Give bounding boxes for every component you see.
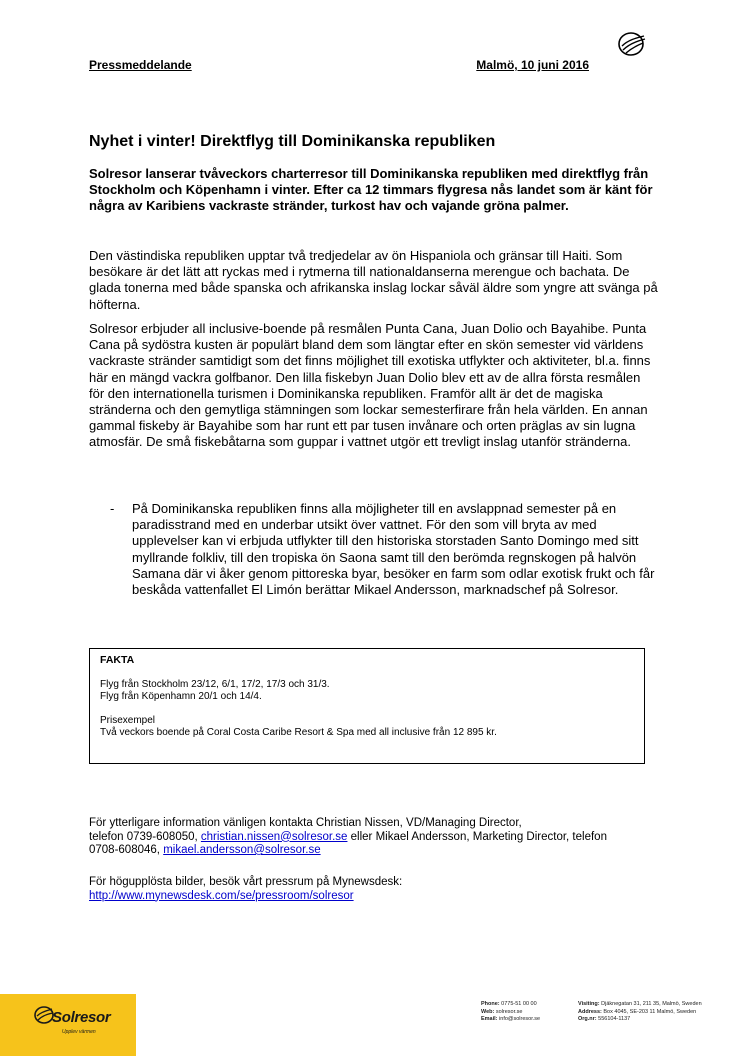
contact-info bbox=[89, 817, 669, 858]
bullet-marker: - bbox=[110, 501, 115, 516]
contact-phone-2: 0708-608046, bbox=[89, 844, 164, 856]
email-link-christian[interactable]: christian.nissen@solresor.se bbox=[200, 830, 348, 843]
footer-phone: Phone: 0775-51 00 00 bbox=[481, 1001, 537, 1007]
footer-web: Web: solresor.se bbox=[481, 1008, 523, 1015]
footer-logo bbox=[0, 994, 136, 1056]
footer-address: Address: Box 4045, SE-203 11 Malmö, Sweden bbox=[578, 1008, 697, 1015]
footer-orgnr: Org.nr: 556104-1137 bbox=[578, 1016, 631, 1022]
page-title: Nyhet i vinter! Direktflyg till Dominikanska republiken bbox=[89, 133, 496, 150]
footer-address-column bbox=[578, 1001, 702, 1024]
lead-paragraph: Solresor lanserar tvåveckors charterresor till Dominikanska republiken med direktflyg från Stockholm och Köpenhamn i vinter. Efter ca 12 timmars flygresa nås landet som är känt för några av Karibiens vackraste stränder, turkost hav och vajande gröna palmer. bbox=[89, 166, 653, 214]
footer-visiting: Visiting: Djäknegatan 31, 211 35, Malmö, Sweden bbox=[578, 1001, 702, 1007]
header-date: Malmö, 10 juni 2016 bbox=[476, 58, 589, 72]
contact-phone-1: telefon 0739-608050, bbox=[89, 830, 201, 843]
press-images-info bbox=[89, 876, 669, 903]
email-link-mikael[interactable]: mikael.andersson@solresor.se bbox=[163, 844, 321, 856]
contact-line-1: För ytterligare information vänligen kontakta Christian Nissen, VD/Managing Director, bbox=[89, 817, 522, 829]
footer-contact-column bbox=[481, 1001, 540, 1024]
footer-brand-name: Solresor bbox=[52, 1009, 111, 1026]
fakta-box bbox=[89, 648, 645, 764]
body-paragraph-1: Den västindiska republiken upptar två tredjedelar av ön Hispaniola och gränsar till Haiti. Som besökare är det lätt att ryckas med i rytmerna till nationaldanserna merengue och bachata. De glada tonerna med både spanska och afrikanska inslag lockar såväl äldre som yngre att svänga på höfterna. bbox=[89, 248, 658, 312]
press-images-text: För högupplösta bilder, besök vårt pressrum på Mynewsdesk: bbox=[89, 876, 403, 888]
footer-tagline: Upplev värmen bbox=[62, 1029, 96, 1035]
fakta-title: FAKTA bbox=[100, 654, 135, 666]
contact-line-2 bbox=[89, 831, 669, 845]
header-label: Pressmeddelande bbox=[89, 58, 192, 72]
solresor-swirl-logo-icon bbox=[614, 30, 648, 58]
fakta-price-heading: Prisexempel bbox=[100, 715, 156, 726]
footer-email: Email: info@solresor.se bbox=[481, 1016, 541, 1022]
mynewsdesk-link[interactable]: http://www.mynewsdesk.com/se/pressroom/solresor bbox=[89, 889, 354, 902]
contact-line-3 bbox=[89, 844, 669, 858]
bullet-quote: På Dominikanska republiken finns alla möjligheter till en avslappnad semester på en paradisstrand med en underbar utsikt över vattnet. För den som vill bryta av med upplevelser kan vi erbjuda utflykter till den historiska storstaden Santo Domingo med sitt myllrande folkliv, till den tropiska ön Saona samt till den berömda regnskogen på halvön Samana där vi åker genom pittoreska byar, besöker en farm som odlar exotisk frukt och får beskåda vattenfallet El Limón berättar Mikael Andersson, marknadschef på Solresor. bbox=[132, 501, 655, 598]
body-paragraph-2: Solresor erbjuder all inclusive-boende på resmålen Punta Cana, Juan Dolio och Bayahibe. Punta Cana på sydöstra kusten är populärt bland dem som längtar efter en skön semester vid världens vackraste stränder samtidigt som det finns möjlighet till exotiska utflykter och aktiviteter, bl.a. finns här en mängd vackra golfbanor. Den lilla fiskebyn Juan Dolio blev ett av de allra första resmålen för den internationella turismen i Dominikanska republiken. Framför allt är det de magiska stränderna och den gemytliga stämningen som lockar semesterfirare från hela världen. En annan gammal fiskeby är Bayahibe som har runt ett par tusen invånare och orten präglas av sin lugna atmosfär. De små fiskebåtarna som guppar i vattnet utgör ett trevligt inslag utanför stränderna. bbox=[89, 321, 651, 450]
contact-line-2-rest: eller Mikael Andersson, Marketing Director, telefon bbox=[347, 830, 607, 843]
fakta-price-text: Två veckors boende på Coral Costa Caribe Resort & Spa med all inclusive från 12 895 kr. bbox=[100, 727, 497, 738]
fakta-flight-stockholm: Flyg från Stockholm 23/12, 6/1, 17/2, 17/3 och 31/3. bbox=[100, 679, 330, 690]
fakta-flight-copenhagen: Flyg från Köpenhamn 20/1 och 14/4. bbox=[100, 691, 262, 702]
